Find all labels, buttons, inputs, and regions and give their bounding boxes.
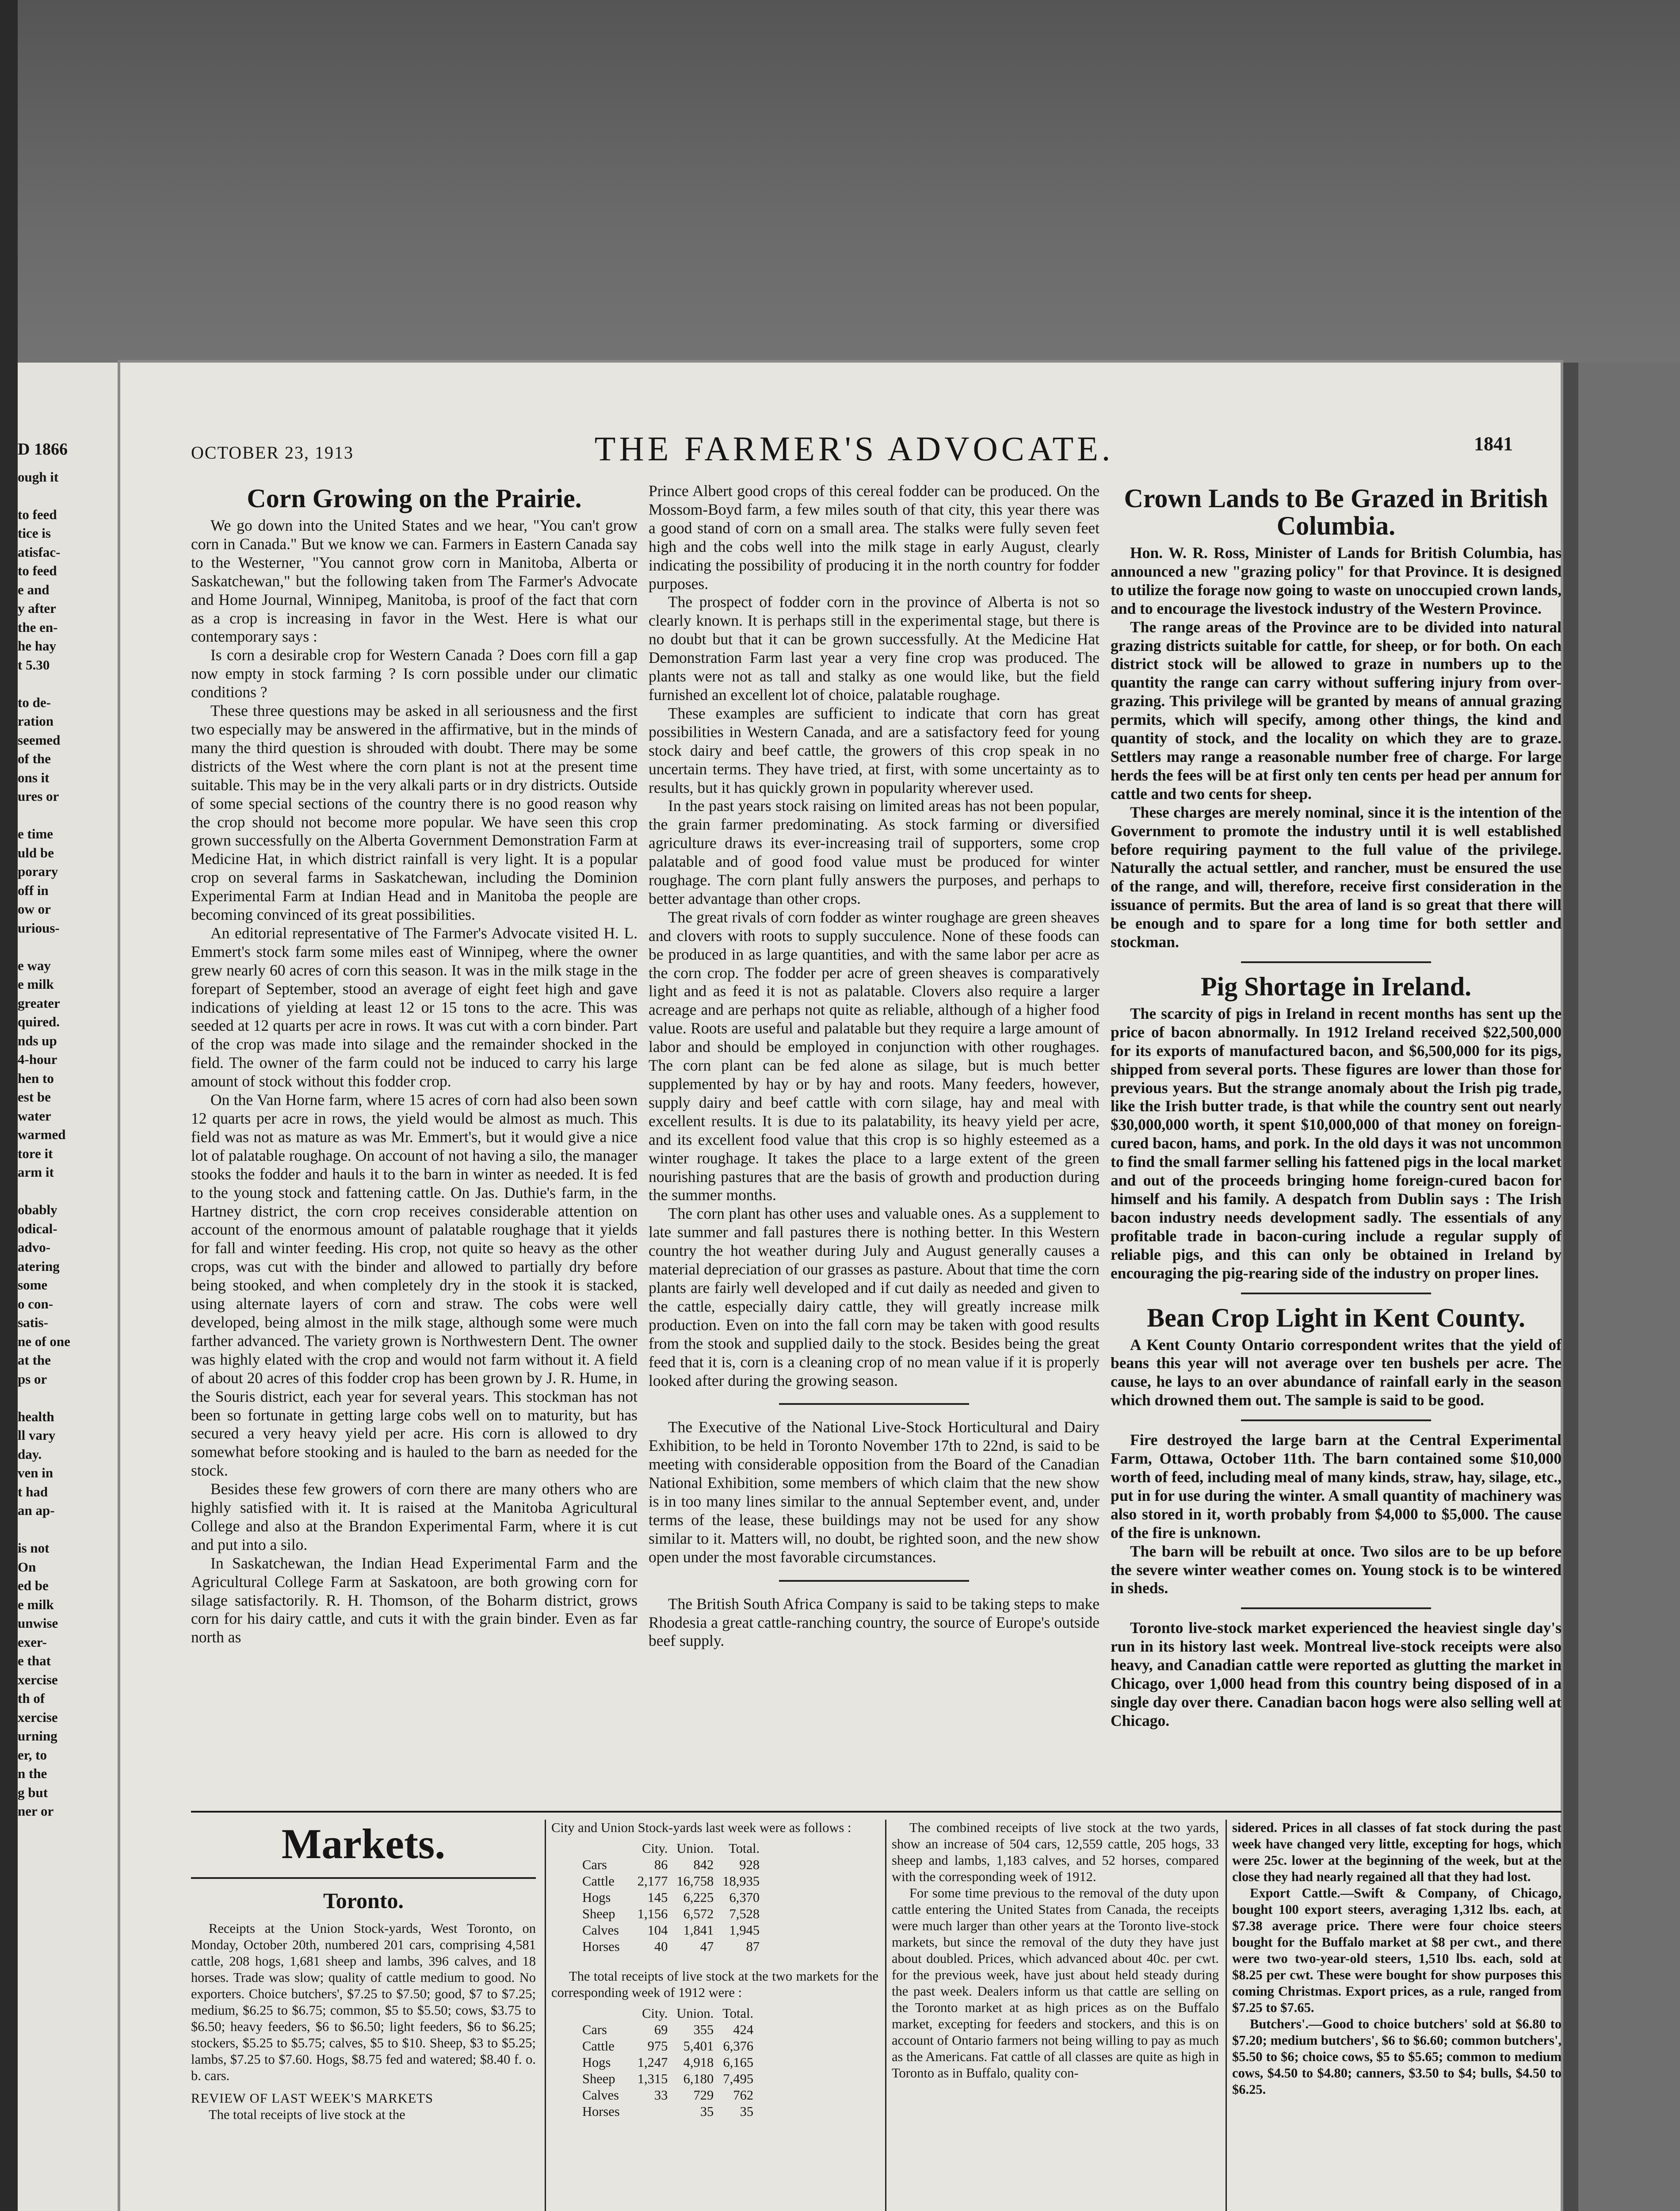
cell-total: 6,376	[723, 2039, 754, 2054]
left-page-line: some	[18, 1277, 48, 1293]
left-page-line: he hay	[18, 638, 56, 654]
left-page-line: to feed	[18, 563, 57, 578]
cell-label: Hogs	[582, 2055, 611, 2070]
cell-city: 2,177	[637, 1874, 668, 1889]
cell-total: 7,495	[723, 2071, 754, 2086]
divider	[779, 1403, 969, 1405]
left-page-line: atering	[18, 1258, 60, 1274]
paragraph: The corn plant has other uses and valuable ones. As a supplement to late summer and fall pastures there is nothing better. In this Western country the hot weather during July and August generally causes a material depreciation of our grasses as pasture. About that time the corn plants are fairly well developed and if cut daily as needed and given to the cattle, especially dairy cattle, they will greatly increase milk production. Even on into the fall corn may be taken with good results from the stook and supplied daily to the stock. Besides being the great feed that it is, corn is a cleaning crop of no mean value if it is properly looked after during the growing season.	[649, 1205, 1100, 1389]
cell-total: 1,945	[729, 1923, 760, 1938]
stock-table-1912	[578, 2005, 758, 2120]
paragraph: These examples are sufficient to indicate that corn has great possibilities in Western Canada, and are a satisfactory feed for young stock dairy and beef cattle, the growers of this crop speak in no uncertain terms. They have tried, at first, with some uncertainty as to results, but it has quickly grown in popularity wherever used.	[649, 704, 1100, 796]
masthead	[191, 429, 1517, 469]
left-page-line: odical-	[18, 1220, 57, 1236]
left-page-line: uld be	[18, 845, 54, 861]
left-page-line: atisfac-	[18, 544, 61, 560]
stock-table-1913	[578, 1840, 764, 1955]
left-page-heading: D 1866	[18, 440, 68, 459]
paragraph: In Saskatchewan, the Indian Head Experimental Farm and the Agricultural College Farm at Saskatoon, are both growing corn for silage satisfactorily. R. H. Thomson, of the Boharm district, grows corn for his dairy cattle, and cuts it with the grain binder. Even as far north as	[191, 1554, 638, 1646]
column-1	[191, 482, 638, 1647]
paragraph: The prospect of fodder corn in the province of Alberta is not so clearly known. It is perhaps still in the experimental stage, but there is no doubt but that it can be grown successfully. At the Medicine Hat Demonstration Farm last year a very fine crop was produced. The plants were not as tall and stalky as one would like, but the field furnished an excellent lot of choice, palatable roughage.	[649, 593, 1100, 704]
article-title-corn: Corn Growing on the Prairie.	[247, 484, 582, 513]
paragraph: Is corn a desirable crop for Western Canada ? Does corn fill a gap now empty in stock farming ? Is corn possible under our climatic conditions ?	[191, 646, 638, 701]
book-binding	[0, 0, 18, 2211]
col-header-union: Union.	[676, 2006, 714, 2021]
cell-union: 16,758	[676, 1874, 714, 1889]
col-header-total: Total.	[722, 2006, 754, 2021]
cell-city: 86	[654, 1857, 668, 1872]
table-row	[578, 2071, 758, 2087]
paragraph: The barn will be rebuilt at once. Two silos are to be up before the severe winter weather comes on. Young stock is to be wintered in sheds.	[1111, 1542, 1562, 1597]
left-page-line: e time	[18, 826, 53, 842]
column-rule	[1226, 1820, 1227, 2211]
cell-total: 87	[746, 1939, 760, 1954]
cell-city: 33	[654, 2088, 668, 2103]
cell-city: 1,156	[637, 1906, 668, 1921]
left-page-line: at the	[18, 1352, 51, 1368]
review-title: REVIEW OF LAST WEEK'S MARKETS	[191, 2091, 433, 2106]
paragraph: The great rivals of corn fodder as winter roughage are green sheaves and clovers with roots to supply succulence. None of these foods can be produced in as large quantities, and with the same labor per acre as the corn crop. The fodder per acre of green sheaves is comparatively light and as feed it is not as palatable. Clovers also require a larger acreage and are perhaps not quite as reliable, although of a higher food value. Roots are useful and palatable but they require a large amount of labor and should be employed in conjunction with other roughages. The corn plant can be fed alone as silage, but is much better supplemented by hay or by hay and roots. Many feeders, however, supply dairy and beef cattle with corn silage, hay and meal with excellent results. It is due to its palatability, its heavy yield per acre, and its excellent food value that this crop is so highly esteemed as a winter roughage. It takes the place to a large extent of the green nourishing pastures that are the basis of growth and production during the summer months.	[649, 908, 1100, 1204]
table-row	[578, 2022, 758, 2038]
paragraph: We go down into the United States and we hear, "You can't grow corn in Canada." But we know we can. Farmers in Eastern Canada say to the Westerner, "You cannot grow corn in Manitoba, Alberta or Saskatchewan," but the following taken from The Farmer's Advocate and Home Journal, Winnipeg, Manitoba, is proof of the fact that corn as a crop is increasing in favor in the West. Here is what our contemporary says :	[191, 516, 638, 646]
cell-city: 104	[647, 1923, 668, 1938]
markets-intro: Receipts at the Union Stock-yards, West Toronto, on Monday, October 20th, numbered 201 cars, comprising 4,581 cattle, 208 hogs, 1,681 sheep and lambs, 396 calves, and 18 horses. Trade was slow; quality of cattle medium to good. No exporters. Choice butchers', $7.25 to $7.50; good, $7 to $7.25; medium, $6.25 to $6.75; common, $5 to $5.50; cows, $3.75 to $6.50; heavy feeders, $6 to $6.50; light feeders, $6 to $6.25; stockers, $5.25 to $5.75; calves, $5 to $10. Sheep, $3 to $5.25; lambs, $7.25 to $7.60. Hogs, $8.75 fed and watered; $8.40 f. o. b. cars.	[191, 1921, 536, 2083]
table-row	[578, 1857, 764, 1873]
divider	[1241, 1607, 1431, 1609]
cell-total: 424	[733, 2022, 754, 2037]
left-page-line: ons it	[18, 769, 50, 785]
article-toronto-note: Toronto live-stock market experienced the heaviest single day's run in its history last week. Montreal live-stock receipts were also heavy, and Canadian cattle were reported as glutting the market in Chicago, over 1,000 head from this country being disposed of in a single day over there. Canadian bacon hogs were also selling well at Chicago.	[1111, 1619, 1562, 1729]
table-row	[578, 2038, 758, 2054]
cell-city: 975	[647, 2039, 668, 2054]
left-page-line: e that	[18, 1653, 51, 1668]
section-divider	[191, 1811, 1562, 1813]
paragraph: Prince Albert good crops of this cereal fodder can be produced. On the Mossom-Boyd farm, a few miles south of that city, this year there was a good stand of corn on a small area. The stalks were fully seven feet high and the cobs well into the milk stage in early August, clearly indicating the possibility of producing it in the north country for fodder purposes.	[649, 482, 1100, 593]
cell-union: 729	[693, 2088, 714, 2103]
column-rule	[545, 1820, 546, 2211]
left-page-line: er, to	[18, 1747, 47, 1763]
column-2	[649, 482, 1100, 1650]
left-page-line: day.	[18, 1446, 42, 1462]
left-page-line: ures or	[18, 788, 59, 804]
paragraph: A Kent County Ontario correspondent writes that the yield of beans this year will not average over ten bushels per acre. The cause, he lays to an over abundance of rainfall early in the season which drowned them out. The sample is said to be good.	[1111, 1335, 1562, 1409]
paragraph: An editorial representative of The Farmer's Advocate visited H. L. Emmert's stock farm some miles east of Winnipeg, where the owner grew nearly 60 acres of corn this season. It was in the milk stage in the forepart of September, stood an average of eight feet high and gave indications of yielding at least 12 or 15 tons to the acre. This was seeded at 12 quarts per acre in rows. It was cut with a corn binder. Part of the crop was made into silage and the remainder shocked in the field. The owner of the farm could not be induced to carry his large amount of stock without this fodder crop.	[191, 924, 638, 1090]
publication-title: THE FARMER'S ADVOCATE.	[594, 429, 1114, 468]
cell-label: Calves	[582, 1923, 619, 1938]
left-page-line: e and	[18, 581, 50, 597]
left-page-line: ne of one	[18, 1333, 70, 1349]
article-exhibition: The Executive of the National Live-Stock Horticultural and Dairy Exhibition, to be held in Toronto November 17th to 22nd, is said to be meeting with considerable opposition from the Board of the Canadian National Exhibition, some members of which claim that the new show is in too many lines similar to the annual September event, and, under terms of the lease, these buildings may not be used for any show similar to it. Matters will, no doubt, be righted soon, and the new show open under the most favorable circumstances.	[649, 1418, 1100, 1566]
table-row	[578, 2104, 758, 2120]
left-page-line: seemed	[18, 732, 61, 748]
left-page-line: water	[18, 1108, 51, 1124]
left-page-line: e milk	[18, 1596, 54, 1612]
page-shadow	[1561, 363, 1578, 2211]
left-page-line: exer-	[18, 1634, 47, 1650]
left-page-line: warmed	[18, 1127, 66, 1142]
article-title-bean: Bean Crop Light in Kent County.	[1147, 1303, 1525, 1332]
cell-union: 1,841	[683, 1923, 714, 1938]
table-row	[578, 1890, 764, 1906]
table1-caption: City and Union Stock-yards last week were as follows :	[551, 1820, 851, 1835]
article-fire	[1111, 1431, 1562, 1598]
article-body-corn-continued	[649, 482, 1100, 1390]
markets-column-4	[1232, 1820, 1562, 2098]
divider	[1241, 961, 1431, 963]
markets-title: Markets.	[191, 1820, 536, 1879]
left-page-line: obably	[18, 1202, 57, 1217]
left-page-line	[18, 937, 120, 956]
markets-column-2	[551, 1820, 878, 2124]
col-header-union: Union.	[676, 1841, 714, 1856]
left-page-line: e way	[18, 957, 51, 973]
left-page-line: xercise	[18, 1709, 58, 1725]
left-page-line: ough it	[18, 469, 59, 485]
left-page-lines	[18, 363, 120, 1821]
newspaper-page	[120, 363, 1561, 2211]
cell-union: 4,918	[683, 2055, 714, 2070]
cell-label: Cattle	[582, 1874, 615, 1889]
cell-label: Cars	[582, 1857, 607, 1872]
cell-label: Calves	[582, 2088, 619, 2103]
cell-label: Horses	[582, 2104, 620, 2119]
left-page-line: is not	[18, 1540, 50, 1556]
cell-label: Sheep	[582, 1906, 615, 1921]
left-page-line: ps or	[18, 1371, 47, 1387]
cell-label: Horses	[582, 1939, 620, 1954]
cell-total: 928	[739, 1857, 760, 1872]
left-page-line: t 5.30	[18, 657, 50, 673]
cell-city: 1,315	[637, 2071, 668, 2086]
paragraph: sidered. Prices in all classes of fat stock during the past week have changed very little, excepting for hogs, which were 25c. lower at the beginning of the week, but at the close they had nearly regained all that they had lost.	[1232, 1820, 1562, 1884]
article-body-bean	[1111, 1336, 1562, 1410]
left-page-line: ow or	[18, 901, 51, 917]
left-page-line: of the	[18, 751, 51, 766]
cell-union: 35	[700, 2104, 714, 2119]
cell-label: Sheep	[582, 2071, 615, 2086]
cell-total: 6,165	[723, 2055, 754, 2070]
table-row	[578, 2087, 758, 2104]
left-page-line: advo-	[18, 1239, 51, 1255]
cell-union: 6,572	[683, 1906, 714, 1921]
left-page-line	[18, 486, 120, 505]
cell-city: 69	[654, 2022, 668, 2037]
paragraph: The scarcity of pigs in Ireland in recent months has sent up the price of bacon abnormally. In 1912 Ireland received $22,500,000 for its exports of manufactured bacon, and $6,500,000 for its pigs, shipped from several ports. These figures are lower than those for previous years. But the strange anomaly about the Irish pig trade, like the Irish butter trade, is that while the country sent out nearly $30,000,000 worth, it spent $10,000,000 of that money on foreign-cured bacon, hams, and pork. In the old days it was not uncommon to find the small farmer selling his fattened pigs in the local market and out of the proceeds bringing home foreign-cured bacon for himself and his family. A despatch from Dublin says : The Irish bacon industry needs development sadly. The essentials of any profitable trade in bacon-curing include a regular supply of reliable pigs, and this can only be obtained in Ireland by encouraging the pig-rearing side of the industry on proper lines.	[1111, 1004, 1562, 1282]
article-body-crown-lands	[1111, 544, 1562, 952]
cell-union: 842	[693, 1857, 714, 1872]
left-page-line: unwise	[18, 1615, 58, 1631]
left-page-line: est be	[18, 1089, 51, 1105]
table-row	[578, 1906, 764, 1922]
article-rhodesia: The British South Africa Company is said to be taking steps to make Rhodesia a great cattle-ranching country, the source of Europe's outside beef supply.	[649, 1595, 1100, 1650]
paragraph: These three questions may be asked in all seriousness and the first two especially may be answered in the affirmative, but in the minds of many the third question is shrouded with doubt. There may be some districts of the West where the corn plant is not at the present time suitable. This may be in the very alkali parts or in dry districts. Outside of some special sections of the country there is no good reason why the crop should not become more popular. We have seen this crop grown successfully on the Alberta Government Demonstration Farm at Medicine Hat, in which district rainfall is very light. It is a popular crop on several farms in Saskatchewan, including the Dominion Experimental Farm at Indian Head and in Manitoba the people are becoming convinced of its great possibilities.	[191, 702, 638, 924]
left-page-line	[18, 674, 120, 693]
left-page-line: th of	[18, 1691, 45, 1706]
divider	[1241, 1419, 1431, 1421]
divider	[779, 1580, 969, 1582]
left-page-line: ration	[18, 713, 53, 729]
cell-union: 47	[700, 1939, 714, 1954]
markets-subtitle: Toronto.	[323, 1888, 404, 1913]
cell-city: 145	[647, 1890, 668, 1905]
left-page-line: On	[18, 1559, 36, 1575]
cell-label: Cars	[582, 2022, 607, 2037]
left-page-line: hen to	[18, 1070, 54, 1086]
left-page-line: tice is	[18, 525, 51, 541]
left-page-line: greater	[18, 995, 60, 1011]
table-row	[578, 2054, 758, 2071]
paragraph: Fire destroyed the large barn at the Central Experimental Farm, Ottawa, October 11th. The barn contained some $10,000 worth of feed, including meal of many kinds, straw, hay, silage, etc., put in for use during the winter. A small quantity of machinery was also stored in it, worth probably from $4,000 to $5,000. The cause of the fire is unknown.	[1111, 1431, 1562, 1542]
column-rule	[885, 1820, 886, 2211]
left-page-line: arm it	[18, 1164, 54, 1180]
paragraph: The combined receipts of live stock at the two yards, show an increase of 504 cars, 12,559 cattle, 205 hogs, 33 sheep and lambs, 1,183 calves, and 52 horses, compared with the corresponding week of 1912.	[892, 1820, 1219, 1884]
left-page-line: nds up	[18, 1033, 57, 1048]
cell-total: 762	[733, 2088, 754, 2103]
cell-union: 6,225	[683, 1890, 714, 1905]
left-page-line: to feed	[18, 506, 57, 522]
divider	[1241, 1293, 1431, 1294]
cell-label: Hogs	[582, 1890, 611, 1905]
left-page-line	[18, 1520, 120, 1539]
page-number: 1841	[1474, 433, 1513, 455]
left-page-line: t had	[18, 1484, 48, 1500]
left-page-line: 4-hour	[18, 1052, 57, 1067]
left-page-line: ll vary	[18, 1427, 56, 1443]
article-body-corn	[191, 516, 638, 1647]
left-page-line: an ap-	[18, 1503, 55, 1518]
left-page-line: ner or	[18, 1803, 54, 1819]
left-page-line	[18, 1389, 120, 1408]
cell-city	[633, 2104, 672, 2120]
article-body-pig	[1111, 1005, 1562, 1283]
left-page-line: ed be	[18, 1578, 49, 1593]
left-page-line: xercise	[18, 1672, 58, 1687]
paragraph: For some time previous to the removal of the duty upon cattle entering the United States from Canada, the receipts were much larger than other years at the Toronto live-stock markets, but since the removal of the duty they have just about doubled. Prices, which advanced about 40c. per cwt. for the previous week, have just about held steady during the past week. Dealers inform us that cattle are selling on the Toronto market at as high prices as on the Buffalo market, excepting for feeders and stockers, and this is on account of Ontario farmers not being willing to pay as much as the Americans. Fat cattle of all classes are quite as high in Toronto as in Buffalo, quality con-	[892, 1886, 1219, 2081]
paragraph: Butchers'.—Good to choice butchers' sold at $6.80 to $7.20; medium butchers', $6 to $6.60; common butchers', $5.50 to $6; choice cows, $5 to $5.65; common to medium cows, $4.50 to $4.80; canners, $3.50 to $4; bulls, $4.50 to $6.25.	[1232, 2016, 1562, 2097]
paragraph: Hon. W. R. Ross, Minister of Lands for British Columbia, has announced a new "grazing policy" for that Province. It is designed to utilize the forage now going to waste on unoccupied crown lands, and to encourage the livestock industry of the Western Province.	[1111, 544, 1562, 617]
column-3	[1111, 482, 1562, 1730]
markets-column-3	[892, 1820, 1219, 2081]
left-page-line: the en-	[18, 619, 58, 635]
left-page-line: tore it	[18, 1145, 53, 1161]
table-row	[578, 1939, 764, 1955]
cell-total: 18,935	[722, 1874, 760, 1889]
left-page-line: quired.	[18, 1014, 60, 1029]
left-page-fragment	[18, 363, 120, 2211]
left-page-line: urious-	[18, 920, 60, 936]
left-page-line: health	[18, 1408, 54, 1424]
left-page-line: n the	[18, 1766, 47, 1781]
review-start: The total receipts of live stock at the	[209, 2107, 405, 2122]
paragraph: In the past years stock raising on limited areas has not been popular, the grain farmer predominating. As stock farming or diversified agriculture draws its ever-increasing trail of supporters, some crop palatable and of good food value must be produced for winter roughage. The corn plant fully answers the purposes, and perhaps to better advantage than other crops.	[649, 797, 1100, 907]
issue-date: OCTOBER 23, 1913	[191, 443, 354, 463]
left-page-line: off in	[18, 882, 49, 898]
col-header-city: City.	[642, 2006, 668, 2021]
markets-column-1	[191, 1820, 536, 2123]
col-header-total: Total.	[729, 1841, 760, 1856]
cell-total: 7,528	[729, 1906, 760, 1921]
cell-union: 355	[693, 2022, 714, 2037]
table-row	[578, 1873, 764, 1890]
left-page-line	[18, 806, 120, 825]
paragraph: The range areas of the Province are to be divided into natural grazing districts suitable for cattle, for sheep, or for both. On each district stock will be allowed to graze in numbers up to the quantity the range can carry without suffering injury from over-grazing. This privilege will be granted by means of annual grazing permits, which will specify, among other things, the kind and quantity of stock, and the locality on which they are to graze. Settlers may range a reasonable number free of charge. For large herds the fees will be at first only ten cents per head per annum for cattle and two cents for sheep.	[1111, 618, 1562, 803]
article-title-pig: Pig Shortage in Ireland.	[1200, 972, 1472, 1001]
table2-caption: The total receipts of live stock at the two markets for the corresponding week of 1912 were :	[551, 1969, 878, 2000]
left-page-line	[18, 1182, 120, 1201]
left-page-line: to de-	[18, 694, 51, 710]
cell-city: 40	[654, 1939, 668, 1954]
cell-union: 5,401	[683, 2039, 714, 2054]
cell-total: 6,370	[729, 1890, 760, 1905]
left-page-line: e milk	[18, 976, 54, 992]
left-page-line: o con-	[18, 1296, 53, 1312]
left-page-line: ven in	[18, 1465, 53, 1480]
paragraph: Export Cattle.—Swift & Company, of Chicago, bought 100 export steers, averaging 1,312 lbs. each, at $7.38 average price. There were four choice steers bought for the Buffalo market at $8 per cwt., and there were two two-year-old steers, 1,510 lbs. each, sold at $8.25 per cwt. These were bought for show purposes this coming Christmas. Export prices, as a rule, ranged from $7.25 to $7.65.	[1232, 1886, 1562, 2015]
scan-background-top	[0, 0, 1680, 363]
cell-label: Cattle	[582, 2039, 615, 2054]
left-page-line: satis-	[18, 1315, 48, 1330]
left-page-line: porary	[18, 864, 58, 879]
col-header-city: City.	[642, 1841, 668, 1856]
cell-total: 35	[740, 2104, 754, 2119]
paragraph: On the Van Horne farm, where 15 acres of corn had also been sown 12 quarts per acre in rows, the yield would be almost as much. This field was not as mature as was Mr. Emmert's, but it would give a nice lot of palatable roughage. On account of not having a silo, the manager stooks the fodder and hauls it to the barn in winter as needed. It is fed to the young stock and fattening cattle. On Jas. Duthie's farm, in the Hartney district, the corn crop receives considerable attention on account of the enormous amount of palatable roughage that it yields for fall and winter feeding. His crop, not quite so heavy as the other crops, was cut with the binder and allowed to partially dry before being stooked, and when completely dry in the stook it is stacked, using alternate layers of corn and straw. The cobs were well developed, being almost in the milk stage, although some were much farther advanced. The variety grown is Northwestern Dent. The owner was highly elated with the crop and would not farm without it. A field of about 20 acres of this fodder crop has been grown by J. R. Hume, in the Souris district, each year for several years. This stockman has not been so fortunate in getting large cobs well on to maturity, but has secured a very heavy yield per acre. His corn is allowed to dry somewhat before stooking and is hauled to the barn as needed for the stock.	[191, 1091, 638, 1480]
paragraph: Besides these few growers of corn there are many others who are highly satisfied with it. It is raised at the Manitoba Agricultural College and also at the Brandon Experimental Farm, where it is cut and put into a silo.	[191, 1480, 638, 1553]
table-row	[578, 1922, 764, 1939]
paragraph: These charges are merely nominal, since it is the intention of the Government to promote the industry until it is well established before requiring payment to the full value of the privilege. Naturally the actual settler, and rancher, must be ensured the use of the range, and will, therefore, receive first consideration in the issuance of permits. But the area of land is so great that there will be enough and to spare for a long time for both settler and stockman.	[1111, 803, 1562, 951]
cell-city: 1,247	[637, 2055, 668, 2070]
left-page-line: urning	[18, 1728, 57, 1744]
cell-union: 6,180	[683, 2071, 714, 2086]
left-page-line: g but	[18, 1784, 48, 1800]
article-title-crown-lands: Crown Lands to Be Grazed in British Columbia.	[1124, 484, 1548, 540]
left-page-line: y after	[18, 601, 56, 616]
